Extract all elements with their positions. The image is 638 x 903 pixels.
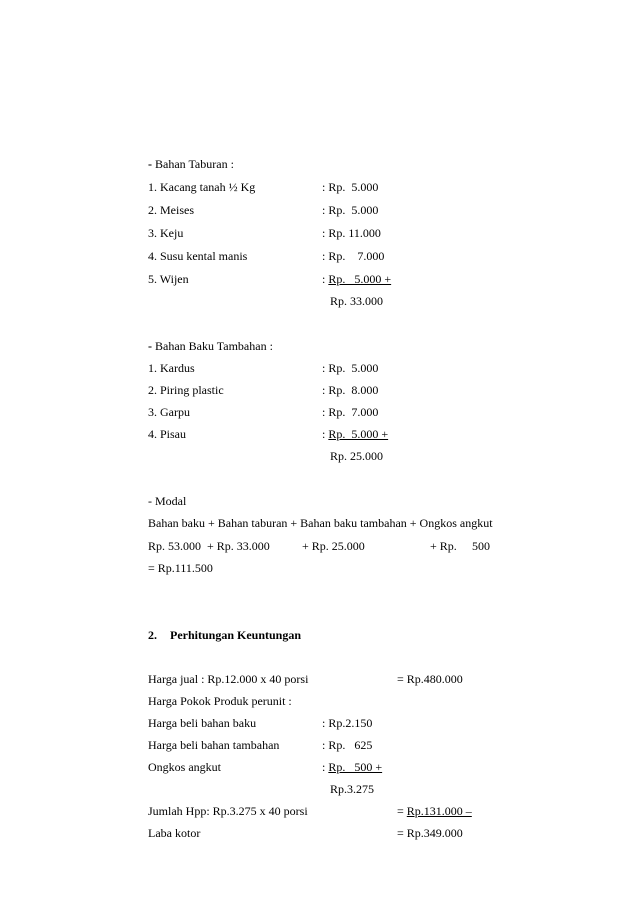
- keuntungan-heading: Perhitungan Keuntungan: [170, 628, 302, 642]
- tambahan-total: Rp. 25.000: [330, 449, 384, 463]
- bahan-taburan-heading: - Bahan Taburan :: [148, 157, 234, 171]
- hpp-item-label: Ongkos angkut: [148, 760, 221, 774]
- taburan-item-price: : Rp. 7.000: [322, 249, 385, 263]
- modal-values-a: Rp. 53.000 + Rp. 33.000: [148, 539, 270, 553]
- taburan-item-price: : Rp. 5.000 +: [322, 272, 392, 286]
- taburan-item-label: 5. Wijen: [148, 272, 189, 286]
- taburan-item-label: 2. Meises: [148, 203, 194, 217]
- laba-kotor-value: = Rp.349.000: [397, 826, 463, 840]
- tambahan-item-price: : Rp. 7.000: [322, 405, 379, 419]
- keuntungan-heading-number: 2.: [148, 628, 157, 642]
- tambahan-item-label: 2. Piring plastic: [148, 383, 224, 397]
- modal-values-b: + Rp. 25.000: [302, 539, 365, 553]
- hpp-item-value: : Rp. 500 +: [322, 760, 383, 774]
- hpp-item-label: Harga beli bahan tambahan: [148, 738, 280, 752]
- taburan-total: Rp. 33.000: [330, 294, 384, 308]
- laba-kotor-label: Laba kotor: [148, 826, 201, 840]
- taburan-item-label: 1. Kacang tanah ½ Kg: [148, 180, 256, 194]
- taburan-item-price: : Rp. 11.000: [322, 226, 381, 240]
- taburan-item-price: : Rp. 5.000: [322, 180, 379, 194]
- modal-heading: - Modal: [148, 494, 187, 508]
- modal-result: = Rp.111.500: [148, 561, 213, 575]
- harga-jual-value: = Rp.480.000: [397, 672, 463, 686]
- tambahan-item-price: : Rp. 5.000 +: [322, 427, 389, 441]
- tambahan-item-label: 4. Pisau: [148, 427, 187, 441]
- hpp-total: Rp.3.275: [330, 782, 375, 796]
- hpp-item-value: : Rp. 625: [322, 738, 373, 752]
- taburan-item-label: 4. Susu kental manis: [148, 249, 248, 263]
- hpp-item-label: Harga beli bahan baku: [148, 716, 257, 730]
- tambahan-item-price: : Rp. 5.000: [322, 361, 379, 375]
- bahan-baku-tambahan-heading: - Bahan Baku Tambahan :: [148, 339, 273, 353]
- hpp-item-value: : Rp.2.150: [322, 716, 373, 730]
- tambahan-item-price: : Rp. 8.000: [322, 383, 379, 397]
- harga-jual-label: Harga jual : Rp.12.000 x 40 porsi: [148, 672, 309, 686]
- taburan-item-price: : Rp. 5.000: [322, 203, 379, 217]
- tambahan-item-label: 3. Garpu: [148, 405, 190, 419]
- modal-values-d: 500: [472, 539, 490, 553]
- hpp-heading: Harga Pokok Produk perunit :: [148, 694, 292, 708]
- jumlah-hpp-value: = Rp.131.000 –: [397, 804, 472, 818]
- jumlah-hpp-label: Jumlah Hpp: Rp.3.275 x 40 porsi: [148, 804, 308, 818]
- taburan-item-label: 3. Keju: [148, 226, 184, 240]
- modal-formula: Bahan baku + Bahan taburan + Bahan baku tambahan + Ongkos angkut: [148, 516, 493, 530]
- modal-values-c: + Rp.: [430, 539, 457, 553]
- tambahan-item-label: 1. Kardus: [148, 361, 195, 375]
